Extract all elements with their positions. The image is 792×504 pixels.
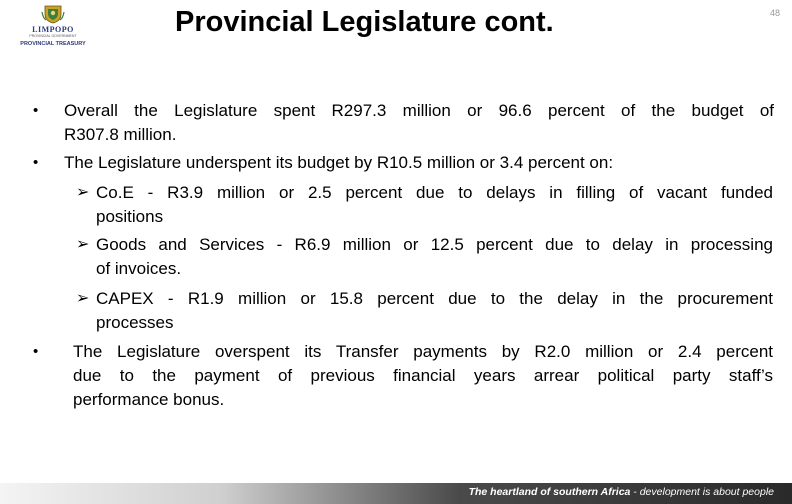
footer-tagline: [469, 486, 774, 498]
footer-tagline-rest: - development is about people: [630, 486, 774, 498]
arrow-bullet-icon: ➢: [76, 290, 90, 307]
sub-bullet-1-line-1: Co.E - R3.9 million or 2.5 percent due to delays in filling of vacant funded: [96, 183, 773, 202]
bullet-3-line-3: performance bonus.: [73, 390, 225, 409]
bullet-icon: •: [33, 343, 39, 360]
bullet-icon: •: [33, 102, 39, 119]
bullet-1-line-2: R307.8 million.: [64, 125, 177, 144]
logo-department: PROVINCIAL TREASURY: [20, 41, 86, 47]
bullet-3-line-2: due to the payment of previous financial years arrear political party staff’s: [73, 366, 773, 385]
page-number: 48: [770, 8, 781, 18]
sub-bullet-1-line-2: positions: [96, 207, 164, 226]
bullet-icon: •: [33, 154, 39, 171]
footer-tagline-bold: The heartland of southern Africa: [468, 486, 631, 498]
sub-bullet-2-line-2: of invoices.: [96, 259, 182, 278]
bullet-3-line-1: The Legislature overspent its Transfer payments by R2.0 million or 2.4 percent: [73, 342, 773, 361]
sub-bullet-3-line-2: processes: [96, 313, 174, 332]
footer-bar: [0, 483, 792, 504]
arrow-bullet-icon: ➢: [76, 184, 90, 201]
logo-subtitle: PROVINCIAL GOVERNMENT: [29, 34, 77, 38]
sub-bullet-3-line-1: CAPEX - R1.9 million or 15.8 percent due to the delay in the procurement: [96, 289, 773, 308]
bullet-1-line-1: Overall the Legislature spent R297.3 million or 96.6 percent of the budget of: [64, 101, 774, 120]
sub-bullet-2-line-1: Goods and Services - R6.9 million or 12.5 percent due to delay in processing: [96, 235, 773, 254]
slide-title: Provincial Legislature cont.: [175, 6, 554, 38]
arrow-bullet-icon: ➢: [76, 236, 90, 253]
bullet-2-line-1: The Legislature underspent its budget by R10.5 million or 3.4 percent on:: [64, 153, 614, 172]
logo-name: LIMPOPO: [32, 25, 74, 34]
